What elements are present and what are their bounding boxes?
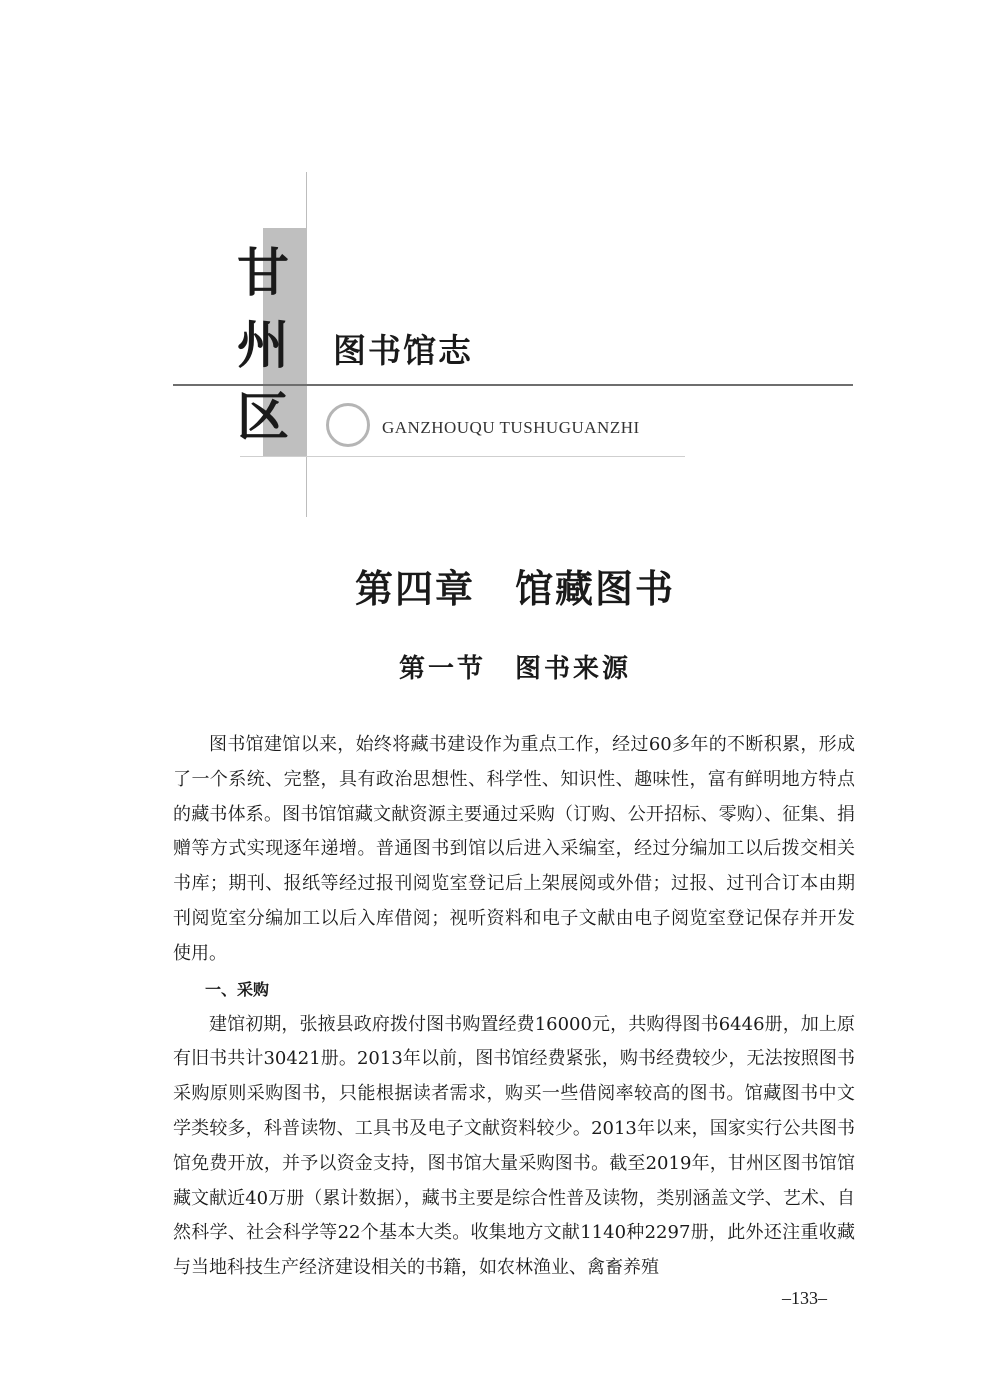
series-char: 甘 [236, 243, 289, 304]
book-subtitle: 图书馆志 [333, 331, 473, 370]
book-subtitle-romanized: GANZHOUQU TUSHUGUANZHI [382, 418, 640, 437]
subheading-purchase: 一、采购 [205, 979, 270, 999]
header-sub-rule [240, 456, 685, 457]
circle-ornament-icon [326, 403, 370, 447]
purchase-paragraph: 建馆初期，张掖县政府拨付图书购置经费16000元，共购得图书6446册，加上原有旧书共计30421册。2013年以前，图书馆经费紧张，购书经费较少，无法按照图书采购原则采购图书，只能根据读者需求，购买一些借阅率较高的图书。馆藏图书中文学类较多，科普读物、工具书及电子文献资料较少。2013年以来，国家实行公共图书馆免费开放，并予以资金支持，图书馆大量采购图书。截至2019年，甘州区图书馆馆藏文献近40万册（累计数据），藏书主要是综合性普及读物，类别涵盖文学、艺术、自然科学、社会科学等22个基本大类。收集地方文献1140种2297册，此外还注重收藏与当地科技生产经济建设相关的书籍，如农林渔业、禽畜养殖 [173, 1013, 855, 1279]
chapter-title: 第四章 馆藏图书 [354, 566, 675, 611]
section-title: 第一节 图书来源 [398, 654, 631, 684]
series-title [228, 238, 298, 454]
page-number: –133– [782, 1288, 827, 1308]
series-char: 州 [236, 315, 289, 376]
intro-paragraph: 图书馆建馆以来，始终将藏书建设作为重点工作，经过60多年的不断积累，形成了一个系统、完整，具有政治思想性、科学性、知识性、趣味性，富有鲜明地方特点的藏书体系。图书馆馆藏文献资源主要通过采购（订购、公开招标、零购）、征集、捐赠等方式实现逐年递增。普通图书到馆以后进入采编室，经过分编加工以后拨交相关书库；期刊、报纸等经过报刊阅览室登记后上架展阅或外借；过报、过刊合订本由期刊阅览室分编加工以后入库借阅；视听资料和电子文献由电子阅览室登记保存并开发使用。 [173, 734, 855, 964]
series-char: 区 [236, 387, 289, 448]
body-text [173, 728, 855, 1286]
